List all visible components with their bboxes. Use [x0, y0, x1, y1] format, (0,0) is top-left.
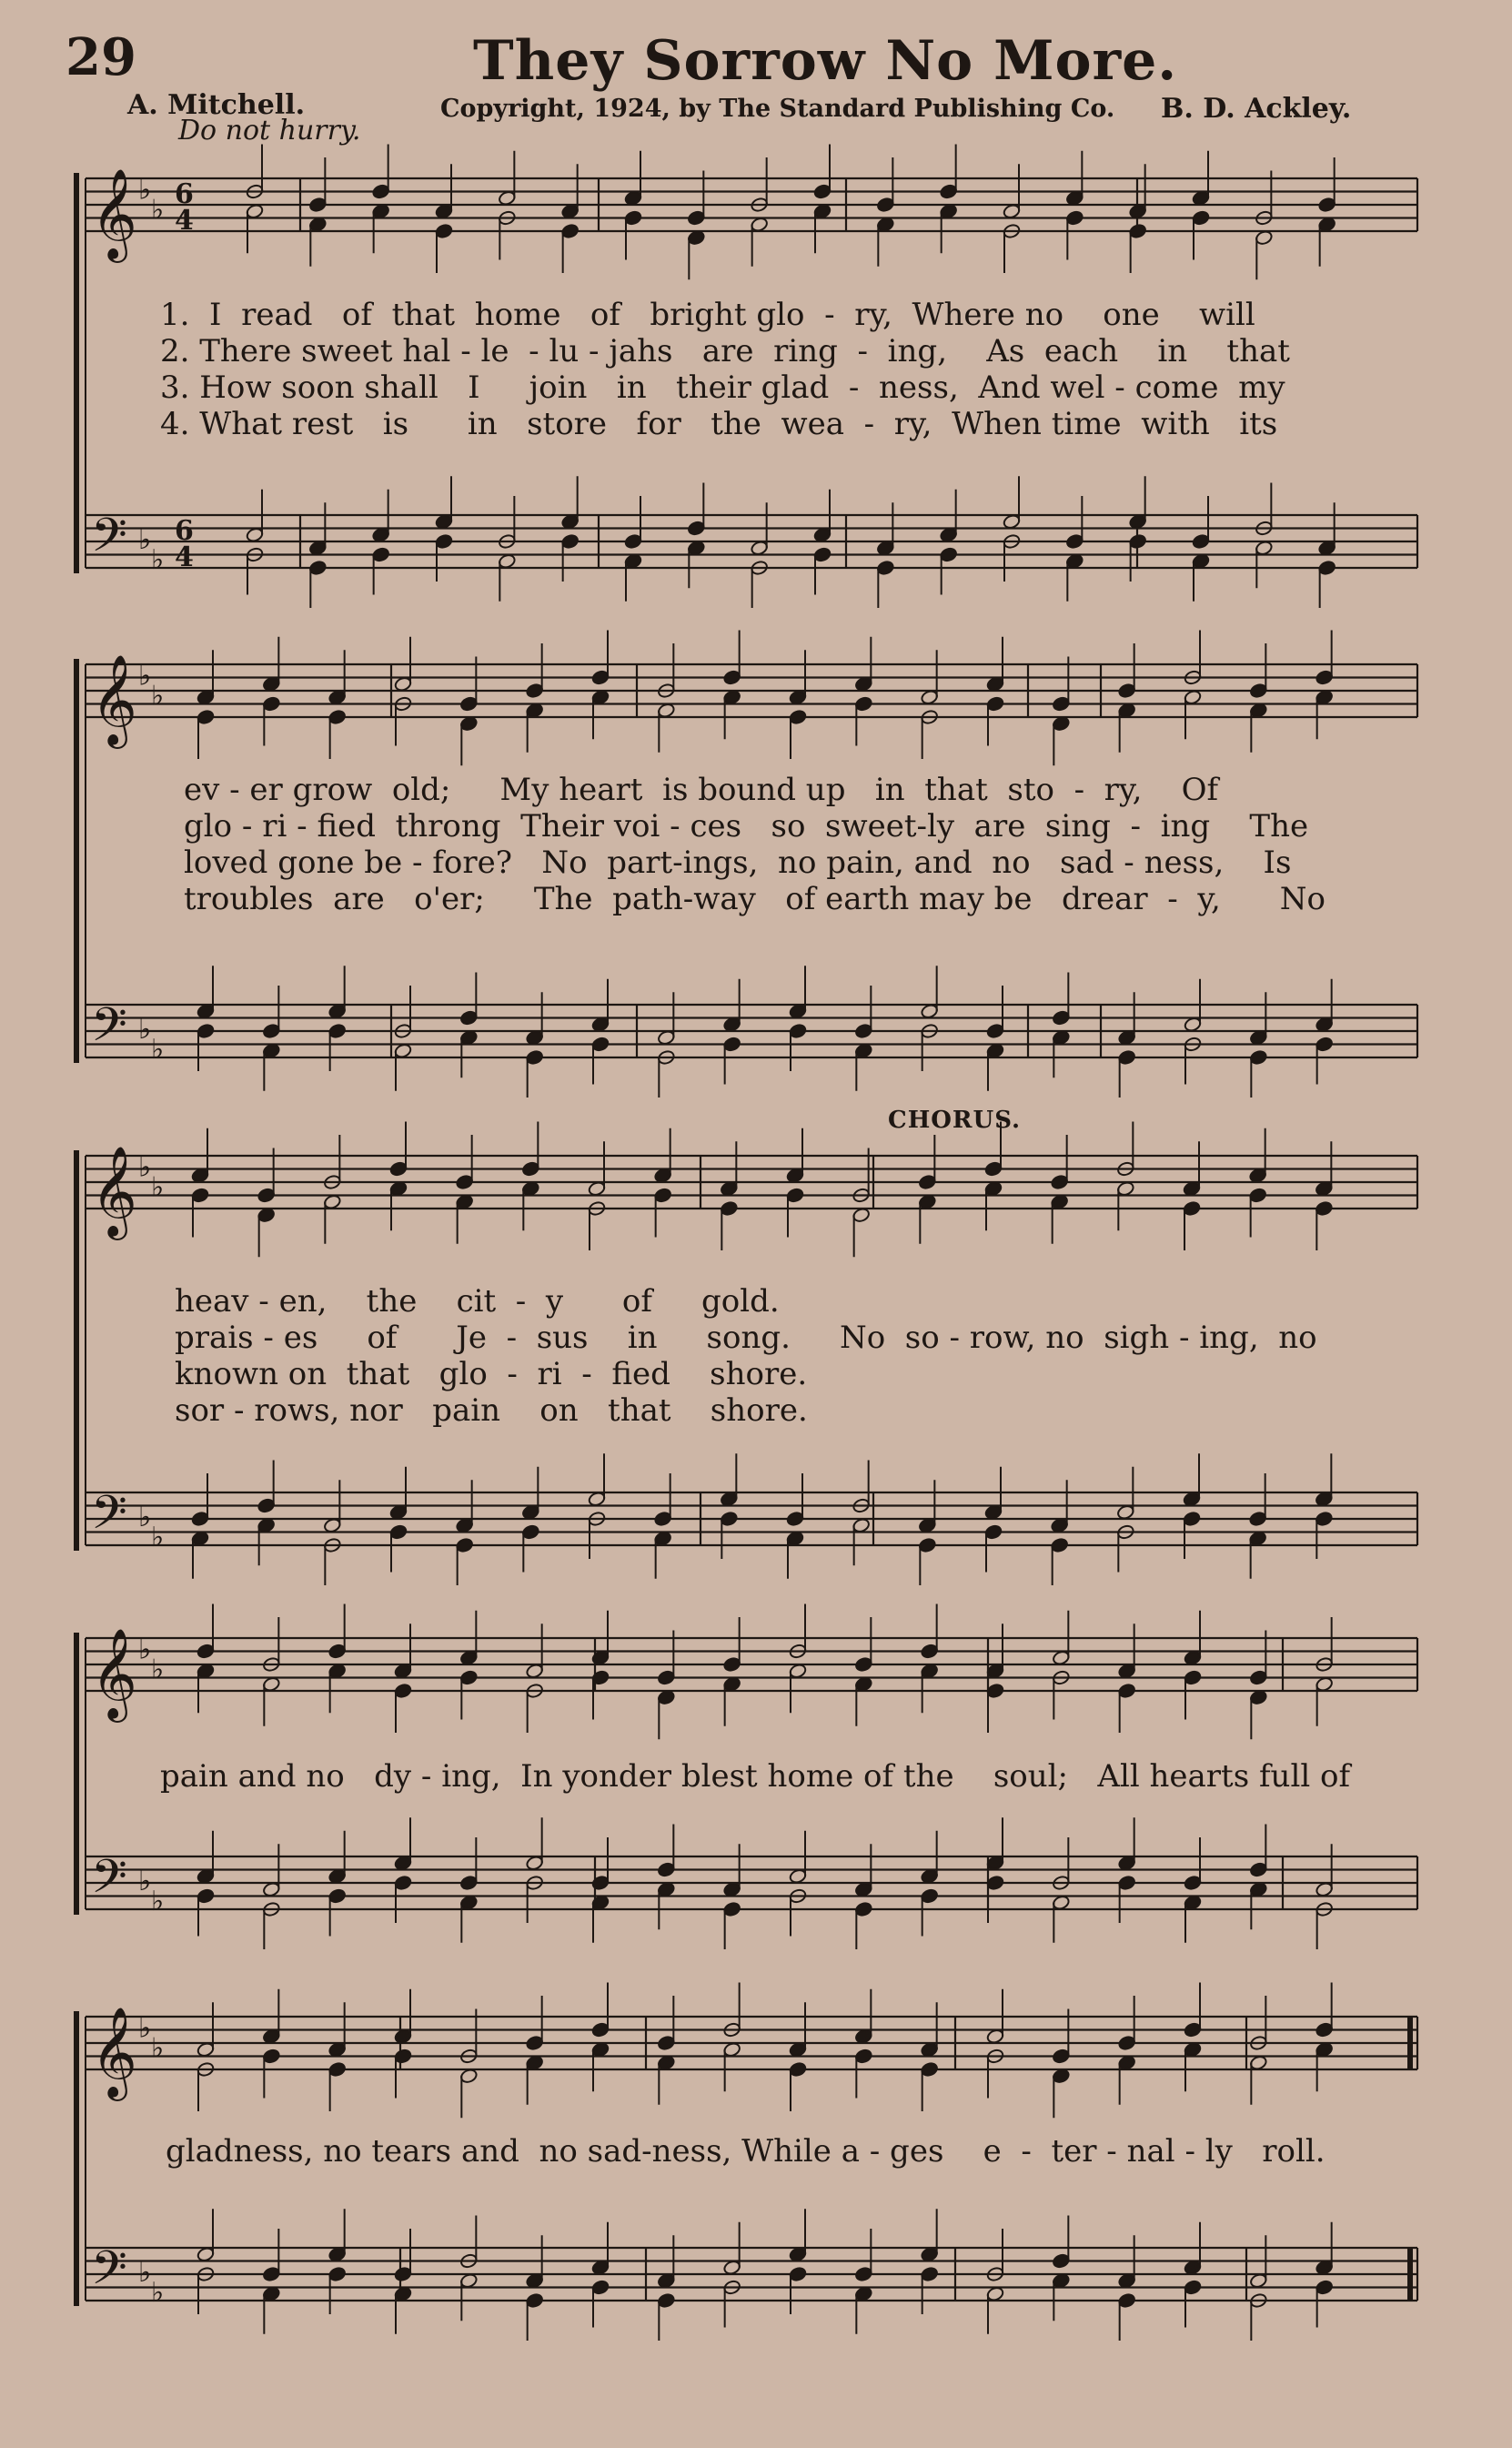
- lyric-line: ev - er grow old; My heart is bound up in that sto - ry, Of: [184, 772, 1219, 808]
- flat-icon: ♭: [151, 1171, 165, 1204]
- flat-icon: ♭: [151, 1521, 165, 1553]
- time-signature: 4: [175, 541, 194, 573]
- flat-icon: ♭: [151, 194, 165, 227]
- bass-clef-icon: 𝄢: [91, 1848, 127, 1916]
- flat-icon: ♭: [138, 660, 152, 693]
- lyric-line: sor - rows, nor pain on that shore.: [175, 1392, 808, 1429]
- treble-clef-icon: 𝄞: [91, 168, 137, 259]
- flat-icon: ♭: [151, 1033, 165, 1066]
- tempo-marking: Do not hurry.: [178, 115, 361, 147]
- lyric-line: troubles are o'er; The path-way of earth may be drear - y, No: [184, 881, 1326, 917]
- flat-icon: ♭: [151, 2032, 165, 2065]
- lyric-line: gladness, no tears and no sad-ness, While a - ges e - ter - nal - ly roll.: [166, 2133, 1326, 2170]
- composer-credit: B. D. Ackley.: [1161, 93, 1352, 125]
- bass-clef-icon: 𝄢: [91, 996, 127, 1064]
- flat-icon: ♭: [138, 1502, 152, 1533]
- flat-icon: ♭: [151, 1885, 165, 1917]
- lyric-line: known on that glo - ri - fied shore.: [175, 1356, 808, 1392]
- lyric-line: 1. I read of that home of bright glo - ry, Where no one will: [160, 297, 1255, 333]
- flat-icon: ♭: [138, 524, 152, 556]
- lyricist-credit: A. Mitchell.: [127, 89, 306, 121]
- flat-icon: ♭: [138, 1866, 152, 1897]
- lyric-line: heav - en, the cit - y of gold.: [175, 1283, 780, 1320]
- lyric-line: prais - es of Je - sus in song. No so - row, no sigh - ing, no: [175, 1320, 1317, 1356]
- lyric-line: glo - ri - fied throng Their voi - ces so sweet-ly are sing - ing The: [184, 808, 1309, 845]
- bass-clef-icon: 𝄢: [91, 1484, 127, 1552]
- lyric-line: 4. What rest is in store for the wea - ry, When time with its: [160, 406, 1278, 442]
- flat-icon: ♭: [138, 2257, 152, 2289]
- lyric-line: loved gone be - fore? No part-ings, no pain, and no sad - ness, Is: [184, 845, 1292, 881]
- treble-clef-icon: 𝄞: [91, 2007, 137, 2098]
- lyric-line: pain and no dy - ing, In yonder blest home of the soul; All hearts full of: [160, 1758, 1351, 1795]
- flat-icon: ♭: [138, 1151, 152, 1184]
- time-signature: 6: [175, 178, 194, 210]
- copyright-notice: Copyright, 1924, by The Standard Publishing Co.: [440, 95, 1115, 123]
- treble-clef-icon: 𝄞: [91, 1146, 137, 1237]
- flat-icon: ♭: [151, 680, 165, 713]
- flat-icon: ♭: [138, 1634, 152, 1666]
- lyric-line: 2. There sweet hal - le - lu - jahs are ring - ing, As each in that: [160, 333, 1290, 369]
- flat-icon: ♭: [138, 174, 152, 207]
- hymn-title: They Sorrow No More.: [473, 29, 1178, 93]
- flat-icon: ♭: [151, 1654, 165, 1686]
- bass-clef-icon: 𝄢: [91, 2240, 127, 2307]
- treble-clef-icon: 𝄞: [91, 1628, 137, 1719]
- flat-icon: ♭: [151, 543, 165, 576]
- treble-clef-icon: 𝄞: [91, 654, 137, 745]
- lyric-line: 3. How soon shall I join in their glad - ness, And wel - come my: [160, 369, 1285, 406]
- flat-icon: ♭: [138, 2012, 152, 2045]
- time-signature: 6: [175, 515, 194, 547]
- flat-icon: ♭: [138, 1014, 152, 1046]
- bass-clef-icon: 𝄢: [91, 507, 127, 574]
- chorus-label: CHORUS.: [888, 1107, 1022, 1134]
- time-signature: 4: [175, 205, 194, 237]
- flat-icon: ♭: [151, 2276, 165, 2309]
- hymn-number: 29: [66, 27, 136, 87]
